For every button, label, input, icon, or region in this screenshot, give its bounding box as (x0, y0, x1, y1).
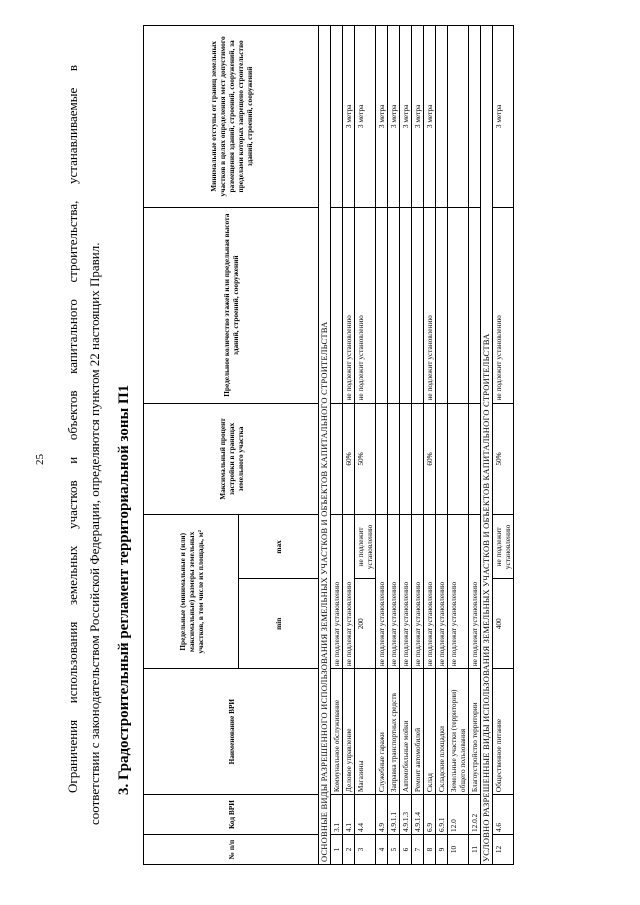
row-floors (469, 207, 481, 403)
row-percent (448, 403, 469, 515)
row-name: Служебные гаражи (376, 669, 388, 795)
row-code: 4.9.1.1 (388, 795, 400, 835)
row-size: не подлежат установлению (436, 515, 448, 669)
row-num: 10 (448, 835, 469, 865)
row-floors (400, 207, 412, 403)
row-percent: 60% (343, 403, 355, 515)
row-size: не подлежат установлению (469, 515, 481, 669)
header-min: min (239, 579, 319, 669)
header-setback: Минимальные отступы от границ земельных участков в целях определения мест допустимого размещения зданий, строений, сооружений, за пределами которых запрещено строительство зданий, строений, сооружений (144, 26, 319, 208)
table-row (343, 26, 355, 865)
row-size: не подлежат установлению (400, 515, 412, 669)
intro-line-1: Ограничения использования земельных участков и объектов капитального строительства, устанавливаемые в (65, 65, 80, 793)
row-name: Общественное питание (493, 669, 514, 795)
table-row (355, 26, 376, 865)
row-floors: не подлежит установлению (355, 207, 376, 403)
intro-line-2: соответствии с законодательством Российской Федерации, определяются пунктом 22 настоящих Правил. (87, 242, 102, 825)
section-conditional-uses: УСЛОВНО РАЗРЕШЕННЫЕ ВИДЫ ИСПОЛЬЗОВАНИЯ ЗЕМЕЛЬНЫХ УЧАСТКОВ И ОБЪЕКТОВ КАПИТАЛЬНОГО СТРОИТЕЛЬСТВА (481, 26, 493, 865)
row-name: Заправка транспортных средств (388, 669, 400, 795)
row-setback: 3 метра (493, 26, 514, 208)
header-percent: Максимальный процент застройки в границах земельного участка (144, 403, 319, 515)
row-setback (436, 26, 448, 208)
row-name: Автомобильные мойки (400, 669, 412, 795)
row-setback: 3 метра (400, 26, 412, 208)
row-code: 4.6 (493, 795, 514, 835)
header-code: Код ВРИ (144, 795, 319, 835)
table-row (331, 26, 343, 865)
row-name: Благоустройство территории (469, 669, 481, 795)
regulation-table (143, 25, 514, 865)
row-size: не подлежат установлению (412, 515, 424, 669)
row-num: 3 (355, 835, 376, 865)
row-percent: 50% (355, 403, 376, 515)
row-num: 6 (400, 835, 412, 865)
row-code: 4.9 (376, 795, 388, 835)
row-size: не подлежат установлению (448, 515, 469, 669)
row-name: Ремонт автомобилей (412, 669, 424, 795)
row-size: не подлежат установлению (388, 515, 400, 669)
row-floors (331, 207, 343, 403)
row-size: не подлежат установлению (331, 515, 343, 669)
row-min: 400 (493, 579, 514, 669)
row-percent (436, 403, 448, 515)
row-code: 6.9 (424, 795, 436, 835)
row-name: Магазины (355, 669, 376, 795)
row-code: 6.9.1 (436, 795, 448, 835)
row-num: 9 (436, 835, 448, 865)
row-percent (388, 403, 400, 515)
row-min: 200 (355, 579, 376, 669)
row-floors (376, 207, 388, 403)
section-title: 3. Градостроительный регламент территориальной зоны П1 (116, 384, 132, 795)
table-row (436, 26, 448, 865)
header-name: Наименование ВРИ (144, 669, 319, 795)
intro-paragraph (62, 65, 106, 825)
table-row (493, 26, 514, 865)
header-sizes: Предельные (минимальные и (или) максимальные) размеры земельных участков, в том числе их площадь, м² (144, 515, 239, 669)
row-code: 4.1 (343, 795, 355, 835)
table-row (400, 26, 412, 865)
row-name: Деловое управление (343, 669, 355, 795)
row-size: не подлежат установлению (343, 515, 355, 669)
row-num: 4 (376, 835, 388, 865)
row-num: 11 (469, 835, 481, 865)
row-floors: не подлежит установлению (493, 207, 514, 403)
row-code: 4.9.1.4 (412, 795, 424, 835)
header-num: № п/п (144, 835, 319, 865)
row-setback: 3 метра (376, 26, 388, 208)
header-max: max (239, 515, 319, 579)
table-row (469, 26, 481, 865)
row-setback (469, 26, 481, 208)
row-code: 4.4 (355, 795, 376, 835)
row-setback: 3 метра (412, 26, 424, 208)
row-percent (376, 403, 388, 515)
row-name: Коммунальное обслуживание (331, 669, 343, 795)
row-setback (331, 26, 343, 208)
row-setback (448, 26, 469, 208)
row-num: 7 (412, 835, 424, 865)
row-name: Земельные участки (территории) общего пользования (448, 669, 469, 795)
row-code: 12.0 (448, 795, 469, 835)
row-floors (436, 207, 448, 403)
table-row (424, 26, 436, 865)
row-name: Складские площадки (436, 669, 448, 795)
table-body-main (331, 26, 481, 865)
header-floors: Предельное количество этажей или предельная высота зданий, строений, сооружений (144, 207, 319, 403)
row-name: Склад (424, 669, 436, 795)
row-floors: не подлежит установлению (424, 207, 436, 403)
row-percent (331, 403, 343, 515)
row-code: 3.1 (331, 795, 343, 835)
row-num: 12 (493, 835, 514, 865)
row-floors (448, 207, 469, 403)
row-setback: 3 метра (343, 26, 355, 208)
table-row (388, 26, 400, 865)
row-floors (412, 207, 424, 403)
row-percent (400, 403, 412, 515)
row-floors: не подлежит установлению (343, 207, 355, 403)
row-setback: 3 метра (424, 26, 436, 208)
row-num: 5 (388, 835, 400, 865)
row-num: 1 (331, 835, 343, 865)
row-code: 12.0.2 (469, 795, 481, 835)
row-percent (469, 403, 481, 515)
row-max: не подлежит установлению (493, 515, 514, 579)
table-row (376, 26, 388, 865)
row-percent (412, 403, 424, 515)
row-floors (388, 207, 400, 403)
row-max: не подлежит установлению (355, 515, 376, 579)
row-setback: 3 метра (355, 26, 376, 208)
row-percent: 50% (493, 403, 514, 515)
table-row (448, 26, 469, 865)
row-setback: 3 метра (388, 26, 400, 208)
row-percent: 60% (424, 403, 436, 515)
row-code: 4.9.1.3 (400, 795, 412, 835)
row-num: 2 (343, 835, 355, 865)
row-size: не подлежат установлению (424, 515, 436, 669)
row-size: не подлежат установлению (376, 515, 388, 669)
table-row (412, 26, 424, 865)
section-main-uses: ОСНОВНЫЕ ВИДЫ РАЗРЕШЕННОГО ИСПОЛЬЗОВАНИЯ ЗЕМЕЛЬНЫХ УЧАСТКОВ И ОБЪЕКТОВ КАПИТАЛЬНОГО СТРОИТЕЛЬСТВА (319, 26, 331, 865)
page-number: 25 (34, 454, 46, 465)
row-num: 8 (424, 835, 436, 865)
